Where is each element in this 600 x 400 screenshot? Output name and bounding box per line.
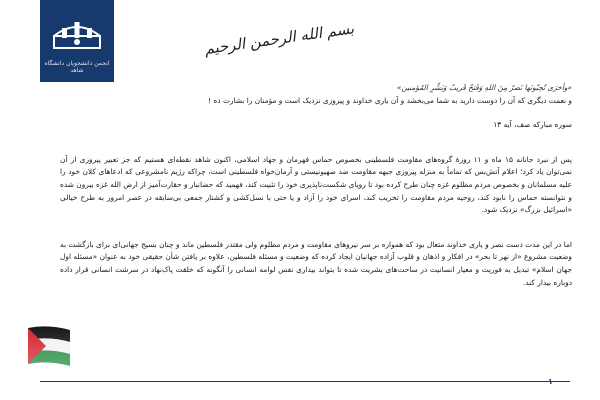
letter-body [60,72,572,289]
logo-caption: انجمن دانشجویان دانشگاه شاهد [44,60,110,74]
university-logo-icon [48,16,106,54]
paragraph-divine-support: اما در این مدت دست نصر و یاری خداوند متعال بود که همواره بر سر نیروهای مقاومت و مردم مظلوم ولی مقتدر فلسطین ماند و چنان بسیج جهانی‌ای برای بازگشت به وضعیت مشروع «از نهر تا بحر» در افکار و اذهان و قلوب آزاده جهانیان ایجاد کرده که وضعیت و مسئله فلسطین، علاوه بر یافتن شأن حقیقی خود به عنوان «مسئله اول جهان اسلام» تبدیل به فوریت و معیار انسانیت در ساحت‌های بشریت شده تا بتواند بیداری نفس لوامه انسانی را آنگونه که خلقت پاک‌نهاد در سرشت انسانی قرار داده دوباره بیدار کند. [60,239,572,287]
header-logo-band [40,0,114,82]
paragraph-victory: پس از نبرد جانانه ۱۵ ماه و ۱۱ روزهٔ گروه‌های مقاومت فلسطینی بخصوص حماس قهرمان و جهاد اسلامی، اکنون شاهد نقطه‌ای هستیم که جز تعبیر پیروزی از آن نمی‌توان یاد کرد؛ اعلام آتش‌بس که تماماً به منزله پیروزی جبهه مقاومت ضد صهیونیستی و آرمان‌خواه فلسطینی است، چراکه رژیم نامشروعی که ادعاهای کلان خود را علیه مسلمانان و بخصوص مردم مظلوم غزه چنان طرح کرده بود تا رویای شکست‌ناپذیری خود را تثبیت کند، فهمید که حضانبار و حقارت‌آمیز از ارض الله غزه بیرون شده و نتوانسته حماس را نابود کند، روحیه مردم مقاومت را تخریب کند، اسرای خود را آزاد و یا حتی با نسل‌کشی و کشتار جمعی بی‌سابقه در عصر امروز به طرح خیالی «اسرائیل بزرگ» نزدیک شود. [60,154,572,215]
basmala-heading: بسم الله الرحمن الرحیم [203,19,356,59]
page-number: ۱ [548,377,553,386]
verse-translation: و نعمت دیگری که آن را دوست دارید به شما می‌بخشد و آن یاری خداوند و پیروزی نزدیک است و مؤمنان را بشارت ده ! [208,95,572,105]
palestine-flag-icon [28,322,70,378]
footer-divider [40,381,570,382]
quran-verse: «وأخرَی تُحِبّونَها نَصرٌ مِنَ اللهِ وَفَتحٌ قَریبٌ وَبَشِّرِ المُؤمنین» [396,83,572,92]
verse-source: سوره مبارکه صف، آیه ۱۳ [493,120,572,130]
